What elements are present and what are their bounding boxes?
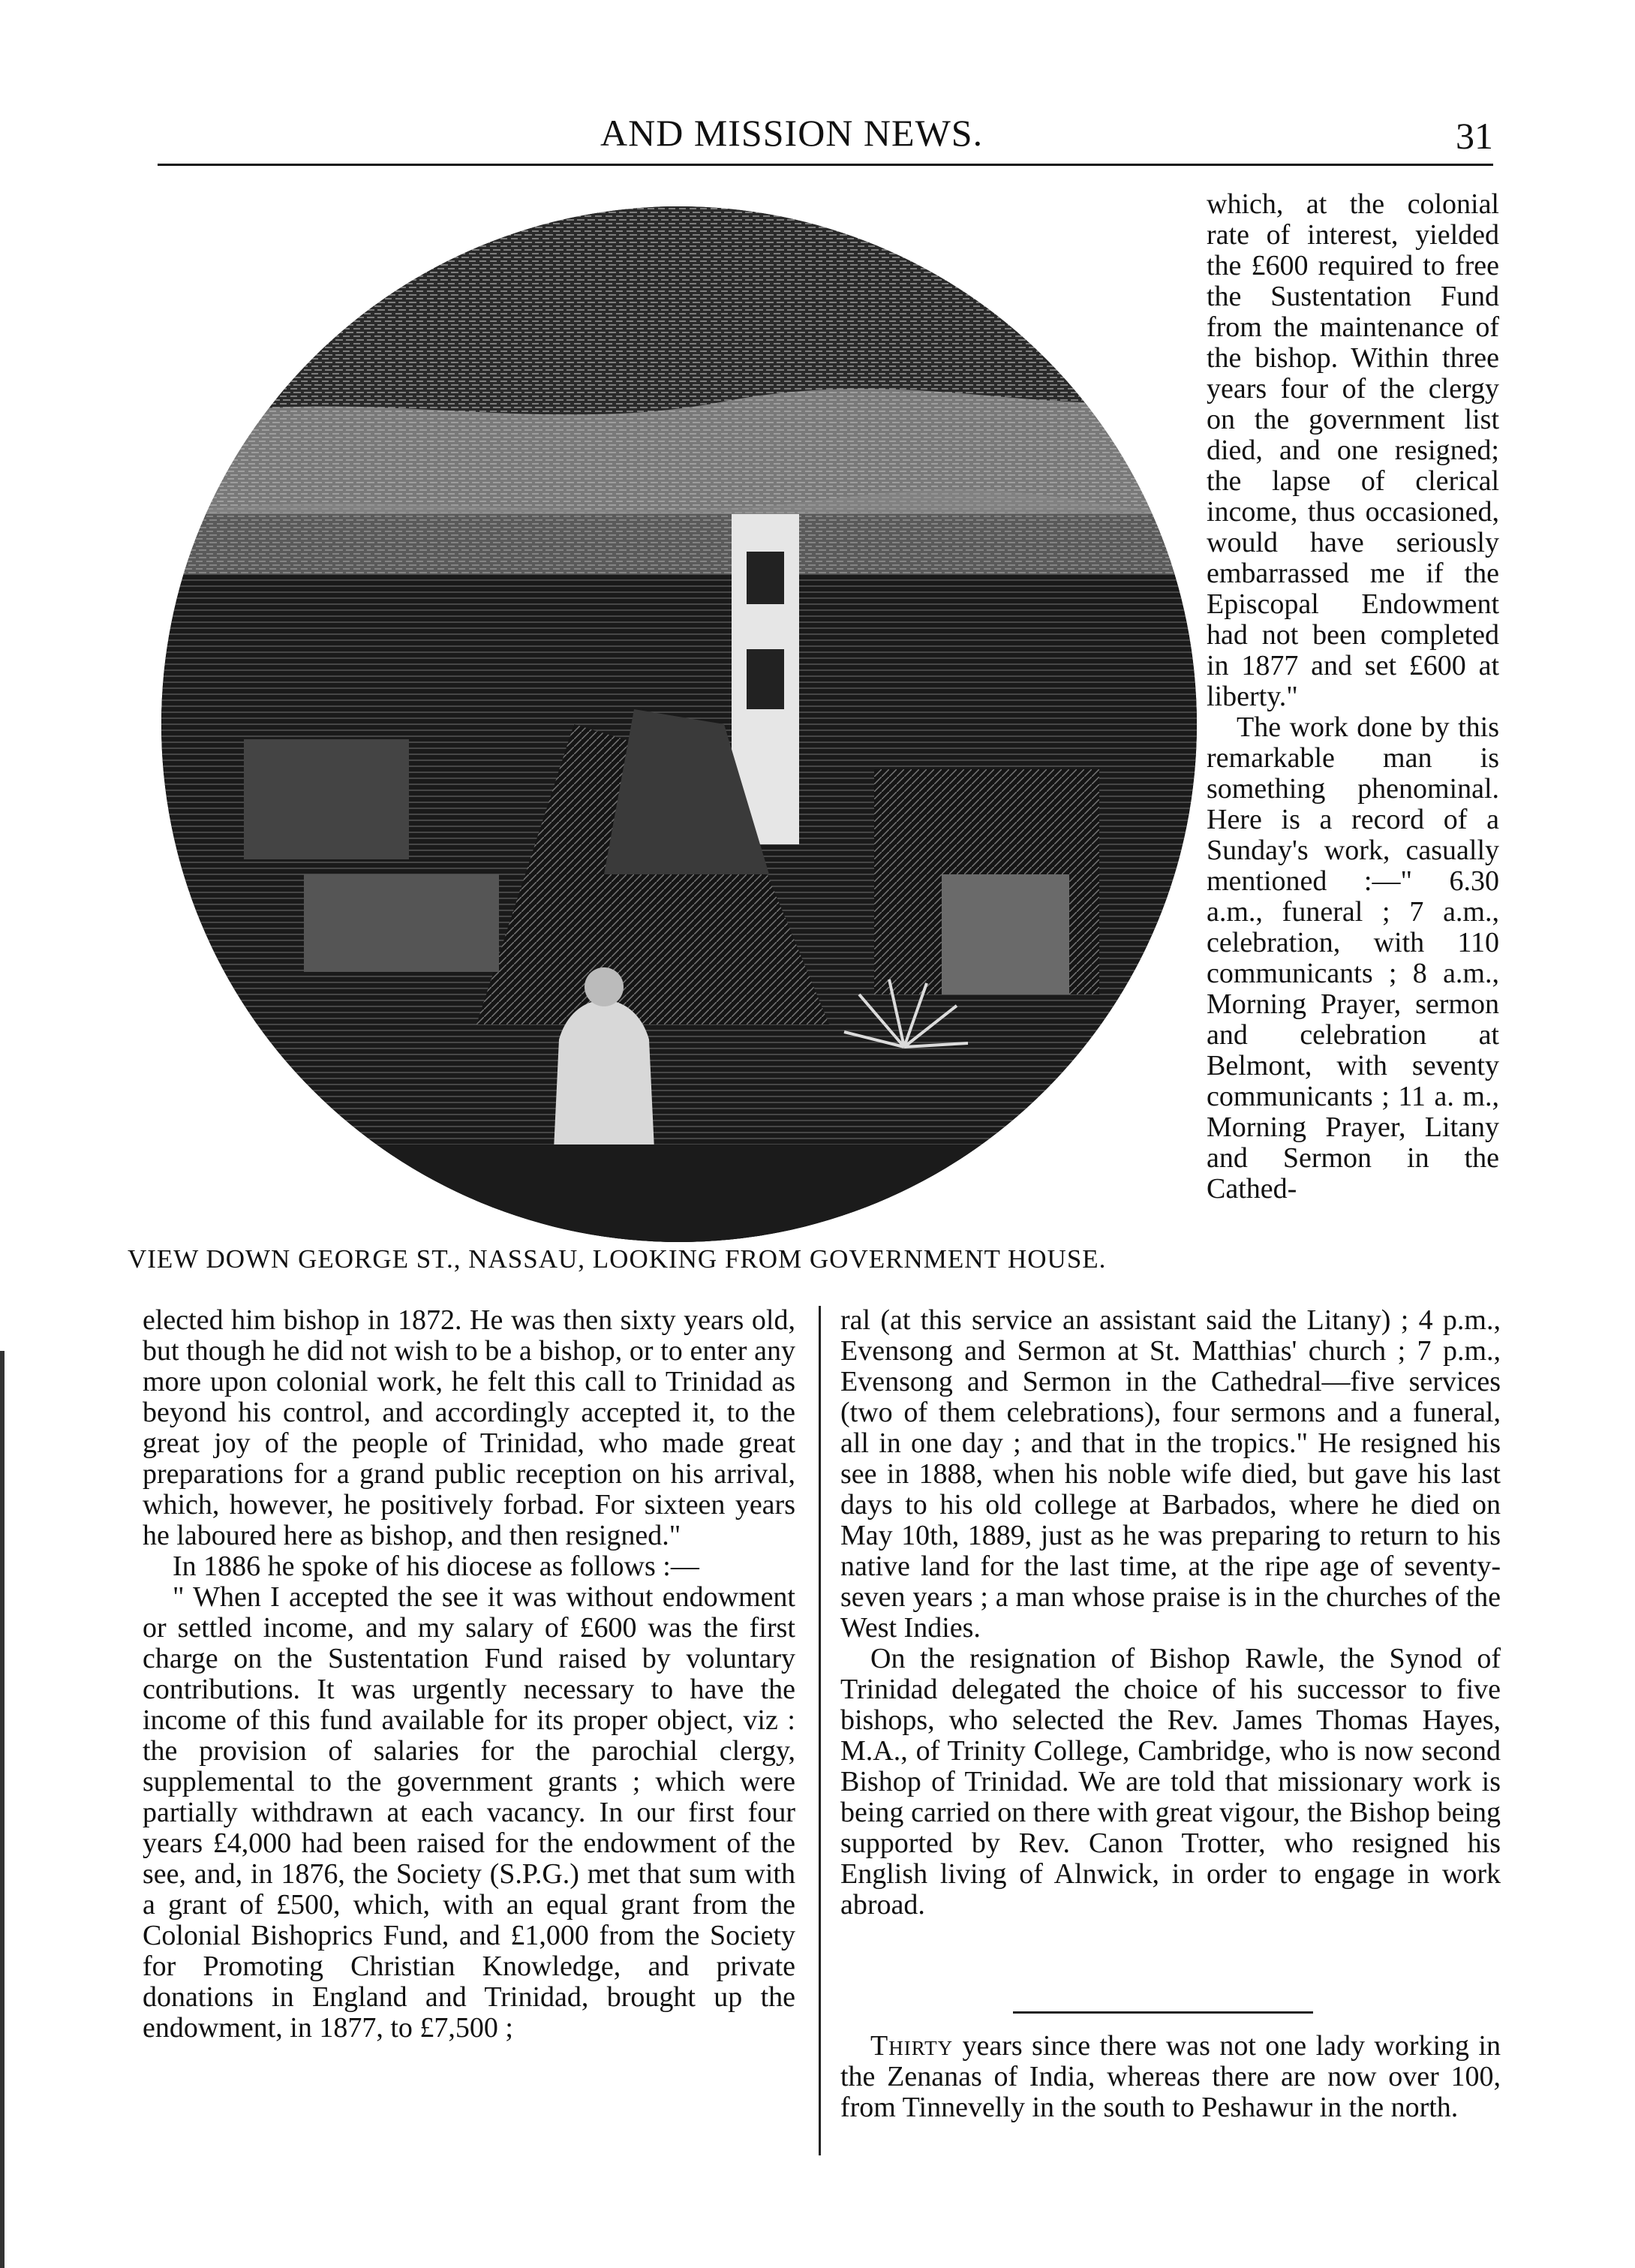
page-number: 31 (1456, 115, 1493, 157)
paragraph: On the resignation of Bishop Rawle, the Synod of Trinidad delegated the choice of his successor to five bishops, who selected the Rev. James Thomas Hayes, M.A., of Trinity College, Cambridge, who is now second Bishop of Trinidad. We are told that missionary work is being carried on there with great vigour, the Bishop being supported by Rev. Canon Trotter, who resigned his English living of Alnwick, in order to engage in work abroad. (840, 1643, 1501, 1921)
paragraph: In 1886 he spoke of his diocese as follows :— (173, 1551, 699, 1582)
running-head-title: AND MISSION NEWS. (600, 112, 984, 154)
paragraph: which, at the colonial rate of interest, yielded the £600 required to free the Sustentation Fund from the maintenance of the bishop. Within three years four of the clergy on the government list died, and one resigned; the lapse of clerical income, thus occasioned, would have seriously embarrassed me if the Episcopal Endowment had not been completed in 1877 and set £600 at liberty." (1207, 188, 1499, 712)
right-column (840, 1305, 1501, 1921)
illustration-caption: VIEW DOWN GEORGE ST., NASSAU, LOOKING FROM GOVERNMENT HOUSE. (128, 1244, 1107, 1274)
column-divider (819, 1306, 821, 2155)
left-column (143, 1305, 795, 2044)
paragraph (840, 2031, 1501, 2123)
note-lead: Thirty (870, 2030, 954, 2062)
paragraph: elected him bishop in 1872. He was then sixty years old, but though he did not wish to be a bishop, or to enter any more upon colonial work, he felt this call to Trinidad as beyond his control, and accordingly accepted it, to the great joy of the people of Trinidad, who made great preparations for a grand public reception on his arrival, which, however, he positively forbad. For sixteen years he laboured here as bishop, and then resigned." (143, 1304, 795, 1551)
right-column-top (1207, 189, 1499, 1205)
note-text: years since there was not one lady working in the Zenanas of India, whereas there are now over 100, from Tinnevelly in the south to Peshawur in the north. (840, 2030, 1501, 2123)
engraving-illustration (154, 199, 1204, 1250)
page-edge-mark (0, 1351, 5, 2268)
closing-note (840, 2031, 1501, 2123)
paragraph: " When I accepted the see it was without endowment or settled income, and my salary of £600 was the first charge on the Sustentation Fund raised by voluntary contributions. It was urgently necessary to have the income of this fund available for its proper object, viz : the provision of salaries for the parochial clergy, supplemental to the government grants ; which were partially withdrawn at each vacancy. In our first four years £4,000 had been raised for the endowment of the see, and, in 1876, the Society (S.P.G.) met that sum with a grant of £500, which, with an equal grant from the Colonial Bishoprics Fund, and £1,000 from the Society for Promoting Christian Knowledge, and private donations in England and Trinidad, brought up the endowment, in 1877, to £7,500 ; (143, 1581, 795, 2044)
running-head (158, 111, 1493, 166)
paragraph: The work done by this remarkable man is something phenominal. Here is a record of a Sunday's work, casually mentioned :—" 6.30 a.m., funeral ; 7 a.m., celebration, with 110 communicants ; 8 a.m., Morning Prayer, sermon and celebration at Belmont, with seventy communicants ; 11 a. m., Morning Prayer, Litany and Sermon in the Cathed- (1207, 711, 1499, 1205)
paragraph: ral (at this service an assistant said the Litany) ; 4 p.m., Evensong and Sermon at St. Matthias' church ; 7 p.m., Evensong and Sermon in the Cathedral—five services (two of them celebrations), four sermons and a funeral, all in one day ; and that in the tropics." He resigned his see in 1888, when his noble wife died, but gave his last days to his old college at Barbados, where he died on May 10th, 1889, just as he was preparing to return to his native land for the last time, at the ripe age of seventy-seven years ; a man whose praise is in the churches of the West Indies. (840, 1304, 1501, 1644)
section-rule (1013, 2011, 1313, 2014)
